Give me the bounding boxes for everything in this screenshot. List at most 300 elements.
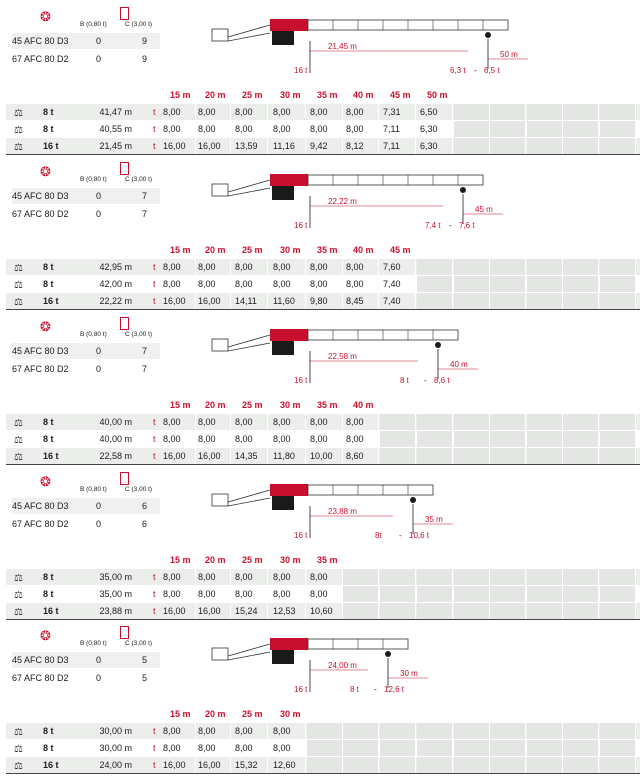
counterweight-row xyxy=(12,498,160,514)
base-load-label: 16 t xyxy=(294,66,308,75)
tip-load-b-label: 12,6 t xyxy=(384,685,405,694)
max-reach-value: 40,00 m xyxy=(99,417,132,427)
load-value: 8,00 xyxy=(232,276,268,292)
unit-label: t xyxy=(153,124,156,134)
load-value: 8,00 xyxy=(270,740,306,756)
jib-length-label: 50 m xyxy=(500,50,518,59)
load-capacity-table xyxy=(6,414,640,465)
tip-load-b-label: 10,6 t xyxy=(409,531,430,540)
ballast-b-label: B (0,80 t) xyxy=(80,486,107,493)
counterweight-table xyxy=(8,160,168,230)
counterweight-c-icon xyxy=(120,626,129,639)
load-value: 15,32 xyxy=(232,757,268,773)
ballast-c-label: C (3,00 t) xyxy=(125,176,153,183)
counterweight-table xyxy=(8,470,168,540)
radius-label: 35 m xyxy=(317,90,338,100)
empty-cell xyxy=(527,293,563,309)
load-value: 6,30 xyxy=(417,121,453,137)
empty-cell xyxy=(600,138,636,154)
empty-cell xyxy=(417,293,453,309)
ballast-c-count: 5 xyxy=(142,655,148,665)
empty-cell xyxy=(380,603,416,619)
base-load-label: 16 t xyxy=(294,531,308,540)
empty-cell xyxy=(490,138,526,154)
load-value: 11,80 xyxy=(270,448,306,464)
empty-cell xyxy=(380,757,416,773)
empty-cell xyxy=(490,121,526,137)
unit-label: t xyxy=(153,107,156,117)
load-value: 8,00 xyxy=(195,414,231,430)
load-value: 7,11 xyxy=(380,121,416,137)
empty-cell xyxy=(343,723,379,739)
load-value: 11,16 xyxy=(270,138,306,154)
hook-icon: ⚖ xyxy=(14,435,23,446)
ballast-b-count: 0 xyxy=(96,54,102,64)
capacity-label: 8 t xyxy=(43,589,54,599)
inner-radius-label: 24,00 m xyxy=(328,661,357,670)
empty-cell xyxy=(563,121,599,137)
ballast-c-count: 5 xyxy=(142,673,148,683)
load-value: 16,00 xyxy=(195,293,231,309)
empty-cell xyxy=(563,259,599,275)
load-value: 12,53 xyxy=(270,603,306,619)
ballast-b-label: B (0,80 t) xyxy=(80,640,107,647)
counterweight-row xyxy=(12,51,160,67)
ballast-c-count: 7 xyxy=(142,346,148,356)
max-reach-value: 22,22 m xyxy=(99,296,132,306)
max-reach-value: 35,00 m xyxy=(99,589,132,599)
radius-label: 20 m xyxy=(205,709,226,719)
tip-load-a-label: 8t xyxy=(375,531,382,540)
table-row xyxy=(6,603,640,620)
load-value: 8,00 xyxy=(232,740,268,756)
load-value: 8,00 xyxy=(195,740,231,756)
ballast-b-count: 0 xyxy=(96,519,102,529)
load-value: 10,60 xyxy=(307,603,343,619)
capacity-label: 16 t xyxy=(43,760,59,770)
load-value: 8,00 xyxy=(307,276,343,292)
inner-radius-label: 22,22 m xyxy=(328,197,357,206)
unit-label: t xyxy=(153,760,156,770)
empty-cell xyxy=(563,448,599,464)
empty-cell xyxy=(454,104,490,120)
max-reach-value: 35,00 m xyxy=(99,572,132,582)
empty-cell xyxy=(417,259,453,275)
load-capacity-table xyxy=(6,259,640,310)
load-value: 7,31 xyxy=(380,104,416,120)
radius-label: 50 m xyxy=(427,90,448,100)
load-value: 16,00 xyxy=(160,757,196,773)
unit-label: t xyxy=(153,434,156,444)
empty-cell xyxy=(600,259,636,275)
radius-label: 30 m xyxy=(280,400,301,410)
ballast-b-count: 0 xyxy=(96,346,102,356)
capacity-label: 8 t xyxy=(43,743,54,753)
ballast-b-count: 0 xyxy=(96,673,102,683)
empty-cell xyxy=(490,293,526,309)
capacity-label: 8 t xyxy=(43,434,54,444)
max-reach-value: 24,00 m xyxy=(99,760,132,770)
radius-label: 35 m xyxy=(317,555,338,565)
unit-label: t xyxy=(153,589,156,599)
load-value: 8,12 xyxy=(343,138,379,154)
empty-cell xyxy=(417,448,453,464)
empty-cell xyxy=(600,723,636,739)
max-reach-value: 21,45 m xyxy=(99,141,132,151)
capacity-label: 16 t xyxy=(43,606,59,616)
mast-model: 45 AFC 80 D3 xyxy=(12,346,69,356)
table-row xyxy=(6,448,640,465)
radius-label: 45 m xyxy=(390,90,411,100)
table-row xyxy=(6,104,640,121)
tip-load-separator: - xyxy=(374,685,377,694)
load-value: 14,11 xyxy=(232,293,268,309)
load-value: 6,30 xyxy=(417,138,453,154)
counterweight-c-icon xyxy=(120,317,129,330)
load-value: 8,60 xyxy=(343,448,379,464)
empty-cell xyxy=(600,448,636,464)
hook-icon: ⚖ xyxy=(14,125,23,136)
load-value: 8,00 xyxy=(307,431,343,447)
unit-label: t xyxy=(153,743,156,753)
tip-load-a-label: 8 t xyxy=(350,685,359,694)
mast-model: 67 AFC 80 D2 xyxy=(12,519,69,529)
empty-cell xyxy=(563,603,599,619)
load-value: 8,00 xyxy=(343,121,379,137)
empty-cell xyxy=(527,586,563,602)
table-row xyxy=(6,586,640,603)
load-chart-block xyxy=(0,470,644,620)
counterweight-row xyxy=(12,343,160,359)
counterweight-row xyxy=(12,516,160,532)
empty-cell xyxy=(343,740,379,756)
tip-load-separator: - xyxy=(424,376,427,385)
counterweight-c-icon xyxy=(120,7,129,20)
load-value: 9,42 xyxy=(307,138,343,154)
inner-radius-label: 22,58 m xyxy=(328,352,357,361)
hook-icon: ⚖ xyxy=(14,761,23,772)
empty-cell xyxy=(600,293,636,309)
empty-cell xyxy=(600,740,636,756)
empty-cell xyxy=(343,757,379,773)
tip-load-b-label: 7,6 t xyxy=(459,221,475,230)
hook-icon: ⚖ xyxy=(14,142,23,153)
empty-cell xyxy=(527,104,563,120)
capacity-label: 8 t xyxy=(43,107,54,117)
load-value: 16,00 xyxy=(195,757,231,773)
empty-cell xyxy=(454,448,490,464)
ballast-b-label: B (0,80 t) xyxy=(80,331,107,338)
load-value: 8,00 xyxy=(343,259,379,275)
counterweight-table xyxy=(8,5,168,75)
unit-label: t xyxy=(153,141,156,151)
radius-label: 15 m xyxy=(170,709,191,719)
mast-model: 45 AFC 80 D3 xyxy=(12,501,69,511)
load-value: 8,00 xyxy=(232,121,268,137)
load-value: 8,00 xyxy=(160,431,196,447)
tip-load-b-label: 6,5 t xyxy=(484,66,500,75)
empty-cell xyxy=(417,740,453,756)
load-value: 8,00 xyxy=(270,121,306,137)
hook-icon: ⚖ xyxy=(14,573,23,584)
capacity-label: 16 t xyxy=(43,451,59,461)
load-value: 8,00 xyxy=(195,431,231,447)
load-value: 12,60 xyxy=(270,757,306,773)
hook-icon: ⚖ xyxy=(14,280,23,291)
load-value: 8,00 xyxy=(270,431,306,447)
radius-header xyxy=(0,400,644,412)
hook-block-icon: ❂ xyxy=(40,628,51,643)
radius-label: 15 m xyxy=(170,400,191,410)
unit-label: t xyxy=(153,606,156,616)
tip-load-separator: - xyxy=(449,221,452,230)
radius-label: 30 m xyxy=(280,709,301,719)
empty-cell xyxy=(454,276,490,292)
empty-cell xyxy=(563,569,599,585)
tip-load-a-label: 6,3 t xyxy=(450,66,466,75)
crane-jib-diagram xyxy=(210,11,530,81)
ballast-b-count: 0 xyxy=(96,364,102,374)
load-chart-block xyxy=(0,315,644,465)
load-value: 8,00 xyxy=(160,121,196,137)
hook-icon: ⚖ xyxy=(14,744,23,755)
load-value: 13,59 xyxy=(232,138,268,154)
tip-load-a-label: 7,4 t xyxy=(425,221,441,230)
empty-cell xyxy=(380,723,416,739)
empty-cell xyxy=(527,723,563,739)
ballast-c-count: 6 xyxy=(142,519,148,529)
empty-cell xyxy=(600,569,636,585)
radius-label: 20 m xyxy=(205,400,226,410)
load-value: 7,11 xyxy=(380,138,416,154)
load-value: 8,00 xyxy=(343,414,379,430)
load-value: 8,00 xyxy=(232,259,268,275)
load-value: 8,00 xyxy=(232,723,268,739)
empty-cell xyxy=(490,431,526,447)
empty-cell xyxy=(600,414,636,430)
empty-cell xyxy=(563,276,599,292)
radius-header xyxy=(0,709,644,721)
hook-icon: ⚖ xyxy=(14,607,23,618)
max-reach-value: 30,00 m xyxy=(99,743,132,753)
radius-label: 30 m xyxy=(280,90,301,100)
load-value: 8,00 xyxy=(232,414,268,430)
empty-cell xyxy=(600,757,636,773)
load-value: 8,00 xyxy=(195,723,231,739)
empty-cell xyxy=(600,603,636,619)
mast-model: 67 AFC 80 D2 xyxy=(12,673,69,683)
empty-cell xyxy=(454,569,490,585)
radius-label: 45 m xyxy=(390,245,411,255)
load-value: 8,00 xyxy=(307,586,343,602)
empty-cell xyxy=(563,414,599,430)
empty-cell xyxy=(417,414,453,430)
empty-cell xyxy=(490,276,526,292)
hook-icon: ⚖ xyxy=(14,108,23,119)
radius-label: 20 m xyxy=(205,245,226,255)
table-row xyxy=(6,276,640,293)
load-value: 8,00 xyxy=(307,414,343,430)
empty-cell xyxy=(380,586,416,602)
table-row xyxy=(6,431,640,448)
load-value: 8,00 xyxy=(307,569,343,585)
radius-label: 35 m xyxy=(317,245,338,255)
mast-model: 45 AFC 80 D3 xyxy=(12,36,69,46)
empty-cell xyxy=(380,448,416,464)
load-value: 8,00 xyxy=(270,104,306,120)
empty-cell xyxy=(600,121,636,137)
load-value: 8,00 xyxy=(160,723,196,739)
empty-cell xyxy=(454,293,490,309)
load-value: 8,00 xyxy=(307,121,343,137)
empty-cell xyxy=(563,586,599,602)
table-row xyxy=(6,723,640,740)
radius-label: 25 m xyxy=(242,709,263,719)
ballast-c-label: C (3,00 t) xyxy=(125,640,153,647)
ballast-b-count: 0 xyxy=(96,191,102,201)
load-value: 8,00 xyxy=(232,586,268,602)
jib-length-label: 35 m xyxy=(425,515,443,524)
empty-cell xyxy=(380,740,416,756)
empty-cell xyxy=(527,431,563,447)
empty-cell xyxy=(454,586,490,602)
load-capacity-table xyxy=(6,104,640,155)
empty-cell xyxy=(527,569,563,585)
max-reach-value: 40,55 m xyxy=(99,124,132,134)
empty-cell xyxy=(563,104,599,120)
empty-cell xyxy=(490,414,526,430)
ballast-c-count: 9 xyxy=(142,54,148,64)
base-load-label: 16 t xyxy=(294,221,308,230)
empty-cell xyxy=(417,569,453,585)
load-value: 8,00 xyxy=(270,723,306,739)
load-value: 8,00 xyxy=(160,104,196,120)
counterweight-c-icon xyxy=(120,162,129,175)
load-value: 8,00 xyxy=(160,569,196,585)
empty-cell xyxy=(417,586,453,602)
empty-cell xyxy=(454,259,490,275)
radius-header xyxy=(0,245,644,257)
load-value: 8,00 xyxy=(343,276,379,292)
empty-cell xyxy=(490,569,526,585)
capacity-label: 8 t xyxy=(43,726,54,736)
tip-load-b-label: 8,6 t xyxy=(434,376,450,385)
load-value: 8,00 xyxy=(195,586,231,602)
radius-label: 15 m xyxy=(170,245,191,255)
hook-icon: ⚖ xyxy=(14,727,23,738)
jib-length-label: 30 m xyxy=(400,669,418,678)
empty-cell xyxy=(527,276,563,292)
empty-cell xyxy=(454,414,490,430)
empty-cell xyxy=(343,586,379,602)
empty-cell xyxy=(380,414,416,430)
radius-label: 20 m xyxy=(205,555,226,565)
load-value: 7,60 xyxy=(380,259,416,275)
max-reach-value: 41,47 m xyxy=(99,107,132,117)
empty-cell xyxy=(490,448,526,464)
table-row xyxy=(6,740,640,757)
ballast-c-count: 9 xyxy=(142,36,148,46)
load-value: 8,00 xyxy=(270,276,306,292)
ballast-c-count: 7 xyxy=(142,364,148,374)
ballast-c-label: C (3,00 t) xyxy=(125,331,153,338)
load-value: 16,00 xyxy=(160,603,196,619)
load-value: 8,00 xyxy=(343,431,379,447)
radius-header xyxy=(0,90,644,102)
tip-load-separator: - xyxy=(399,531,402,540)
load-chart-block xyxy=(0,5,644,155)
empty-cell xyxy=(490,104,526,120)
empty-cell xyxy=(490,259,526,275)
empty-cell xyxy=(563,757,599,773)
base-load-label: 16 t xyxy=(294,685,308,694)
mast-model: 45 AFC 80 D3 xyxy=(12,655,69,665)
radius-label: 15 m xyxy=(170,90,191,100)
empty-cell xyxy=(343,603,379,619)
load-value: 8,00 xyxy=(195,104,231,120)
load-value: 14,35 xyxy=(232,448,268,464)
jib-length-label: 40 m xyxy=(450,360,468,369)
hook-block-icon: ❂ xyxy=(40,319,51,334)
counterweight-row xyxy=(12,188,160,204)
load-value: 11,60 xyxy=(270,293,306,309)
max-reach-value: 22,58 m xyxy=(99,451,132,461)
base-load-label: 16 t xyxy=(294,376,308,385)
hook-icon: ⚖ xyxy=(14,263,23,274)
radius-label: 40 m xyxy=(353,245,374,255)
empty-cell xyxy=(417,431,453,447)
empty-cell xyxy=(307,740,343,756)
empty-cell xyxy=(380,569,416,585)
ballast-b-label: B (0,80 t) xyxy=(80,21,107,28)
empty-cell xyxy=(454,603,490,619)
empty-cell xyxy=(454,740,490,756)
max-reach-value: 42,00 m xyxy=(99,279,132,289)
hook-block-icon: ❂ xyxy=(40,164,51,179)
empty-cell xyxy=(307,723,343,739)
empty-cell xyxy=(527,757,563,773)
unit-label: t xyxy=(153,296,156,306)
capacity-label: 16 t xyxy=(43,296,59,306)
load-value: 8,00 xyxy=(270,259,306,275)
tip-load-separator: - xyxy=(474,66,477,75)
max-reach-value: 42,95 m xyxy=(99,262,132,272)
empty-cell xyxy=(307,757,343,773)
ballast-c-label: C (3,00 t) xyxy=(125,21,153,28)
load-value: 8,00 xyxy=(307,259,343,275)
load-value: 10,00 xyxy=(307,448,343,464)
load-value: 16,00 xyxy=(195,448,231,464)
ballast-b-count: 0 xyxy=(96,209,102,219)
empty-cell xyxy=(563,138,599,154)
unit-label: t xyxy=(153,279,156,289)
hook-icon: ⚖ xyxy=(14,590,23,601)
empty-cell xyxy=(527,138,563,154)
empty-cell xyxy=(600,586,636,602)
load-value: 16,00 xyxy=(195,603,231,619)
load-value: 8,00 xyxy=(160,276,196,292)
max-reach-value: 23,88 m xyxy=(99,606,132,616)
load-value: 8,00 xyxy=(343,104,379,120)
crane-jib-diagram xyxy=(210,166,530,236)
ballast-c-count: 7 xyxy=(142,191,148,201)
unit-label: t xyxy=(153,726,156,736)
load-value: 6,50 xyxy=(417,104,453,120)
radius-label: 40 m xyxy=(353,400,374,410)
radius-label: 25 m xyxy=(242,90,263,100)
empty-cell xyxy=(600,431,636,447)
ballast-c-label: C (3,00 t) xyxy=(125,486,153,493)
